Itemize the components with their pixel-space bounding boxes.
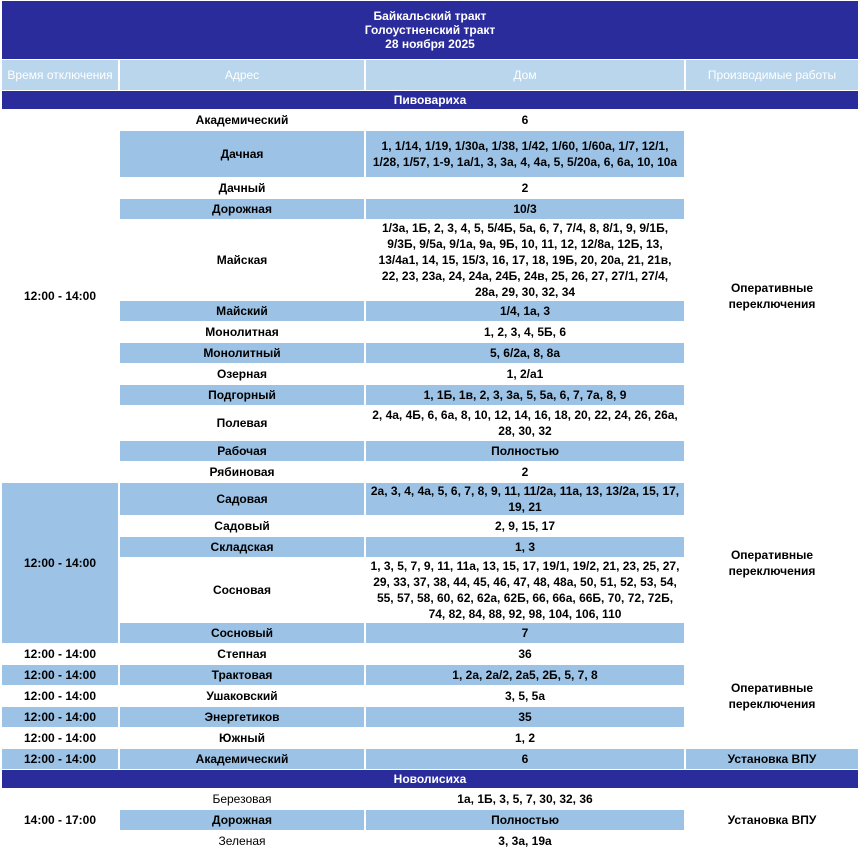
address-cell: Сосновый bbox=[120, 623, 364, 643]
house-cell: 1/3а, 1Б, 2, 3, 4, 5, 5/4Б, 5а, 6, 7, 7/4, 8, 8/1, 9, 9/1Б, 9/3Б, 9/5а, 9/1а, 9а, 9Б, 10, 11, 12, 12/8а, 12Б, 13, 13/4а1, 14, 15, 15/3, 16, 17, 18, 19Б, 20, 20а, 21, 21в, 22, 23, 23а, 24, 24а, 24Б, 24в, 25, 26, 27, 27/1, 27/4, 28а, 29, 30, 32, 34 bbox=[366, 220, 684, 300]
address-cell: Степная bbox=[120, 644, 364, 664]
section-title: Пивовариха bbox=[2, 91, 858, 109]
address-cell: Академический bbox=[120, 749, 364, 769]
house-cell: 1а, 1Б, 3, 5, 7, 30, 32, 36 bbox=[366, 789, 684, 809]
address-cell: Березовая bbox=[120, 789, 364, 809]
table-header bbox=[2, 1, 858, 59]
house-cell: 2 bbox=[366, 462, 684, 482]
time-cell: 12:00 - 14:00 bbox=[2, 110, 118, 482]
table-row bbox=[2, 110, 858, 130]
house-cell: 1, 1/14, 1/19, 1/30а, 1/38, 1/42, 1/60, 1/60а, 1/7, 12/1, 1/28, 1/57, 1-9, 1а/1, 3, 3а, 4, 4а, 5, 5/20а, 6, 6а, 10, 10а bbox=[366, 131, 684, 177]
address-cell: Садовый bbox=[120, 516, 364, 536]
time-cell: 14:00 - 17:00 bbox=[2, 789, 118, 851]
house-cell: 5, 6/2а, 8, 8а bbox=[366, 343, 684, 363]
time-cell: 12:00 - 14:00 bbox=[2, 728, 118, 748]
table-row bbox=[2, 644, 858, 664]
house-cell: 1, 2, 3, 4, 5Б, 6 bbox=[366, 322, 684, 342]
address-cell: Подгорный bbox=[120, 385, 364, 405]
address-cell: Академический bbox=[120, 110, 364, 130]
house-cell: 1, 2а, 2а/2, 2а5, 2Б, 5, 7, 8 bbox=[366, 665, 684, 685]
house-cell: 3, 5, 5а bbox=[366, 686, 684, 706]
table-row bbox=[2, 483, 858, 515]
address-cell: Дачный bbox=[120, 178, 364, 198]
time-cell: 12:00 - 14:00 bbox=[2, 483, 118, 643]
section-title: Новолисиха bbox=[2, 770, 858, 788]
address-cell: Монолитный bbox=[120, 343, 364, 363]
address-cell: Складская bbox=[120, 537, 364, 557]
house-cell: 2, 4а, 4Б, 6, 6а, 8, 10, 12, 14, 16, 18, 20, 22, 24, 26, 26а, 28, 30, 32 bbox=[366, 406, 684, 440]
works-cell: Оперативные переключения bbox=[686, 110, 858, 482]
works-cell: Оперативные переключения bbox=[686, 483, 858, 643]
time-cell: 12:00 - 14:00 bbox=[2, 707, 118, 727]
address-cell: Сосновая bbox=[120, 558, 364, 622]
column-header-works: Производимые работы bbox=[686, 60, 858, 90]
works-cell: Оперативные переключения bbox=[686, 644, 858, 748]
address-cell: Трактовая bbox=[120, 665, 364, 685]
address-cell: Рабочая bbox=[120, 441, 364, 461]
address-cell: Садовая bbox=[120, 483, 364, 515]
house-cell: 3, 3а, 19а bbox=[366, 831, 684, 851]
works-cell: Установка ВПУ bbox=[686, 749, 858, 769]
time-cell: 12:00 - 14:00 bbox=[2, 665, 118, 685]
house-cell: 1, 3, 5, 7, 9, 11, 11а, 13, 15, 17, 19/1, 19/2, 21, 23, 25, 27, 29, 33, 37, 38, 44, 45, 46, 47, 48, 48а, 50, 51, 52, 53, 54, 55, 57, 58, 60, 62, 62а, 62Б, 66, 66а, 66Б, 70, 72, 72Б, 74, 82, 84, 88, 92, 98, 104, 106, 110 bbox=[366, 558, 684, 622]
address-cell: Рябиновая bbox=[120, 462, 364, 482]
column-headers bbox=[2, 60, 858, 90]
address-cell: Зеленая bbox=[120, 831, 364, 851]
address-cell: Озерная bbox=[120, 364, 364, 384]
address-cell: Монолитная bbox=[120, 322, 364, 342]
house-cell: Полностью bbox=[366, 441, 684, 461]
house-cell: Полностью bbox=[366, 810, 684, 830]
house-cell: 2а, 3, 4, 4а, 5, 6, 7, 8, 9, 11, 11/2а, 11а, 13, 13/2а, 15, 17, 19, 21 bbox=[366, 483, 684, 515]
address-cell: Дорожная bbox=[120, 199, 364, 219]
address-cell: Полевая bbox=[120, 406, 364, 440]
house-cell: 1, 2 bbox=[366, 728, 684, 748]
section-header bbox=[2, 91, 858, 109]
house-cell: 1/4, 1а, 3 bbox=[366, 301, 684, 321]
table-row bbox=[2, 789, 858, 809]
address-cell: Дачная bbox=[120, 131, 364, 177]
time-cell: 12:00 - 14:00 bbox=[2, 644, 118, 664]
time-cell: 12:00 - 14:00 bbox=[2, 686, 118, 706]
address-cell: Майский bbox=[120, 301, 364, 321]
house-cell: 6 bbox=[366, 749, 684, 769]
table-row bbox=[2, 749, 858, 769]
header-line1: Байкальский тракт bbox=[373, 9, 487, 23]
header-line2: Голоустненский тракт bbox=[364, 23, 496, 37]
address-cell: Энергетиков bbox=[120, 707, 364, 727]
house-cell: 1, 1Б, 1в, 2, 3, 3а, 5, 5а, 6, 7, 7а, 8, 9 bbox=[366, 385, 684, 405]
address-cell: Ушаковский bbox=[120, 686, 364, 706]
column-header-address: Адрес bbox=[120, 60, 364, 90]
house-cell: 2, 9, 15, 17 bbox=[366, 516, 684, 536]
house-cell: 1, 2/а1 bbox=[366, 364, 684, 384]
time-cell: 12:00 - 14:00 bbox=[2, 749, 118, 769]
house-cell: 2 bbox=[366, 178, 684, 198]
house-cell: 1, 3 bbox=[366, 537, 684, 557]
house-cell: 7 bbox=[366, 623, 684, 643]
address-cell: Южный bbox=[120, 728, 364, 748]
house-cell: 6 bbox=[366, 110, 684, 130]
column-header-time: Время отключения bbox=[2, 60, 118, 90]
column-header-house: Дом bbox=[366, 60, 684, 90]
house-cell: 10/3 bbox=[366, 199, 684, 219]
section-header bbox=[2, 770, 858, 788]
address-cell: Дорожная bbox=[120, 810, 364, 830]
header-title bbox=[2, 1, 858, 59]
header-date: 28 ноября 2025 bbox=[385, 37, 475, 51]
address-cell: Майская bbox=[120, 220, 364, 300]
house-cell: 36 bbox=[366, 644, 684, 664]
house-cell: 35 bbox=[366, 707, 684, 727]
works-cell: Установка ВПУ bbox=[686, 789, 858, 851]
